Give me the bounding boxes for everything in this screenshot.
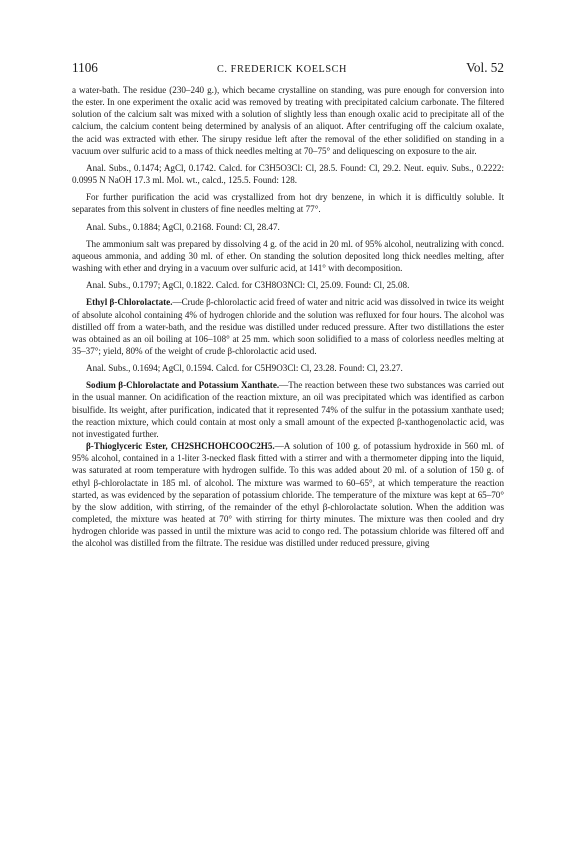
paragraph-text: —The reaction between these two substances was carried out in the usual manner. On acidification of the reaction mixture, an oil was precipitated which was identified as carbon bisulfide. Its weight, after purification, indicated that it represented 74% of the sulfur in the potassium xanthate used; the reaction mixture, which could contain at most only a small amount of the expected β-xanthogenolactic acid, was not investigated further. [72,380,504,439]
section-heading: Ethyl β-Chlorolactate. [86,297,173,308]
journal-page [72,60,504,549]
paragraph [72,191,504,215]
section-heading: Sodium β-Chlorolactate and Potassium Xanthate. [86,380,280,391]
section-paragraph [72,296,504,357]
running-header [72,60,504,76]
section-heading: β-Thioglyceric Ester, CH2SHCHOHCOOC2H5. [86,441,275,452]
volume-label: Vol. 52 [466,60,504,75]
analysis-line [72,362,504,374]
paragraph-text: —Crude β-chlorolactic acid freed of water and nitric acid was dissolved in twice its weight of absolute alcohol containing 4% of hydrogen chloride and the solution was refluxed for four hours. The alcohol was distilled off from a water-bath, and the residue was distilled under reduced pressure. After two distillations the ester was obtained as an oil boiling at 106–108° at 25 mm. which soon solidified to a mass of colorless needles melting at 35–37°; yield, 80% of the weight of crude β-chlorolactic acid used. [72,297,504,356]
section-paragraph [72,379,504,440]
analysis-line [72,162,504,186]
paragraph-text: For further purification the acid was crystallized from hot dry benzene, in which it is difficultly soluble. It separates from this solvent in clusters of fine needles melting at 77°. [72,192,504,215]
analysis-text: Anal. Subs., 0.1694; AgCl, 0.1594. Calcd. for C5H9O3Cl: Cl, 23.28. Found: Cl, 23.27. [86,363,403,374]
analysis-line [72,279,504,291]
analysis-line [72,221,504,233]
analysis-text: Anal. Subs., 0.1884; AgCl, 0.2168. Found: Cl, 28.47. [86,221,280,232]
page-number: 1106 [72,60,98,75]
paragraph [72,238,504,274]
section-paragraph [72,440,504,549]
paragraph [72,84,504,157]
running-author: C. FREDERICK KOELSCH [216,64,348,75]
paragraph-text: a water-bath. The residue (230–240 g.), which became crystalline on standing, was pure enough for conversion into the ester. In one experiment the oxalic acid was removed by treating with precipitated calcium carbonate. The filtered solution of the calcium salt was mixed with a solution of slightly less than enough oxalic acid to precipitate all of the calcium, the calcium content being determined by analysis of an aliquot. After centrifuging off the calcium oxalate, the acid was extracted with ether. The sirupy residue left after the removal of the ether solidified on standing in a vacuum over sulfuric acid to a mass of thick needles melting at 70–75° and deliquescing on exposure to the air. [72,85,504,156]
analysis-text: Anal. Subs., 0.1474; AgCl, 0.1742. Calcd. for C3H5O3Cl: Cl, 28.5. Found: Cl, 29.2. Neut. equiv. Subs., 0.2222: 0.0995 N NaOH 17.3 ml. Mol. wt., calcd., 125.5. Found: 128. [72,162,504,186]
analysis-text: Anal. Subs., 0.1797; AgCl, 0.1822. Calcd. for C3H8O3NCl: Cl, 25.09. Found: Cl, 25.08. [86,280,410,291]
paragraph-text: —A solution of 100 g. of potassium hydroxide in 560 ml. of 95% alcohol, contained in a 1-liter 3-necked flask fitted with a stirrer and with a thermometer dipping into the liquid, was saturated at room temperature with hydrogen sulfide. To this was added about 20 ml. of a solution of 150 g. of ethyl β-chlorolactate in 185 ml. of alcohol. The mixture was warmed to 60–65°, at which temperature the reaction started, as was evidenced by the separation of potassium chloride. The temperature of the mixture was kept at 65–70° by the slow addition, with stirring, of the remainder of the ethyl β-chlorolactate solution. When the addition was completed, the mixture was heated at 70° with stirring for thirty minutes. The mixture was then cooled and dry hydrogen chloride was passed in until the mixture was acid to congo red. The potassium chloride was filtered off and the alcohol was distilled from the filtrate. The residue was distilled under reduced pressure, giving [72,441,504,549]
paragraph-text: The ammonium salt was prepared by dissolving 4 g. of the acid in 20 ml. of 95% alcohol, neutralizing with concd. aqueous ammonia, and adding 30 ml. of ether. On standing the solution deposited long thick needles melting, after washing with ether and drying in a vacuum over sulfuric acid, at 141° with decomposition. [72,238,504,274]
